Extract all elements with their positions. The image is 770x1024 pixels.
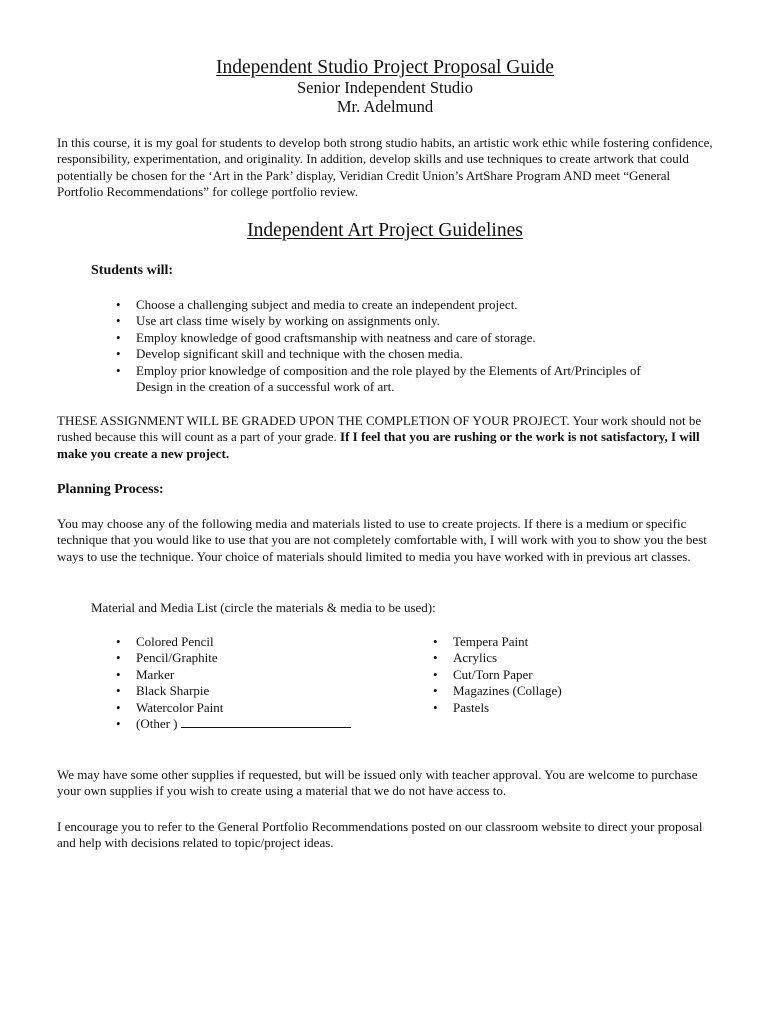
students-will-list	[116, 297, 676, 395]
course-name: Senior Independent Studio	[297, 78, 473, 97]
bullet-icon: •	[116, 650, 121, 666]
bullet-icon: •	[116, 297, 121, 312]
material-item-text: Magazines (Collage)	[453, 683, 562, 699]
supplies-paragraph: We may have some other supplies if requested, but will be issued only with teacher approval. You are welcome to purchase your own supplies if you wish to create using a material that we do not have access to.	[57, 767, 698, 799]
closing-paragraph: I encourage you to refer to the General Portfolio Recommendations posted on our classroom website to direct your proposal and help with decisions related to topic/project ideas.	[57, 819, 703, 851]
other-material-blank-field[interactable]	[181, 716, 351, 728]
bullet-icon: •	[116, 716, 121, 732]
bullet-icon: •	[116, 313, 121, 329]
material-item-text: Pastels	[453, 699, 490, 715]
grading-warning: If I feel that you are rushing or the work is not satisfactory, I will make you create a new project.	[57, 429, 700, 461]
section-title: Independent Art Project Guidelines	[247, 220, 523, 241]
bullet-icon: •	[116, 346, 121, 362]
students-will-item	[116, 330, 676, 346]
material-item-text: Colored Pencil	[136, 634, 214, 649]
bullet-icon: •	[433, 683, 438, 699]
material-item-text: Acrylics	[453, 650, 498, 666]
material-item	[433, 700, 683, 716]
students-will-item	[116, 313, 676, 329]
material-item	[116, 634, 406, 650]
materials-left-column	[116, 634, 406, 732]
material-item	[116, 650, 406, 666]
grading-paragraph	[57, 413, 717, 462]
material-item-text: Pencil/Graphite	[136, 650, 218, 666]
students-will-item	[116, 297, 676, 313]
material-item-text: Cut/Torn Paper	[453, 666, 533, 682]
students-will-heading: Students will:	[91, 263, 174, 278]
material-item-text: Tempera Paint	[453, 634, 529, 649]
material-item-text: (Other )	[136, 716, 178, 732]
teacher-name: Mr. Adelmund	[336, 97, 434, 116]
bullet-icon: •	[433, 650, 438, 666]
material-item-text: Watercolor Paint	[136, 699, 224, 715]
material-item-text: Black Sharpie	[136, 683, 210, 699]
material-item	[116, 683, 406, 699]
bullet-icon: •	[116, 362, 121, 378]
material-item	[116, 700, 406, 716]
material-item	[433, 634, 683, 650]
bullet-icon: •	[116, 699, 121, 715]
material-item-text: Marker	[136, 666, 175, 682]
students-will-item-text: Develop significant skill and technique with the chosen media.	[136, 346, 463, 362]
material-list-label: Material and Media List (circle the materials & media to be used):	[91, 600, 436, 615]
bullet-icon: •	[116, 683, 121, 699]
materials-right-column	[433, 634, 683, 716]
students-will-item-text: Use art class time wisely by working on assignments only.	[136, 313, 440, 329]
students-will-item	[116, 346, 676, 362]
grading-text: THESE ASSIGNMENT WILL BE GRADED UPON THE COMPLETION OF YOUR PROJECT. Your work should not be rushed because this will count as a part of your grade.	[57, 413, 702, 445]
bullet-icon: •	[116, 329, 121, 345]
students-will-item-text: Employ prior knowledge of composition and the role played by the Elements of Art/Principles of Design in the creation of a successful work of art.	[136, 362, 641, 395]
planning-paragraph: You may choose any of the following media and materials listed to use to create projects. If there is a medium or specific technique that you would like to use that you are not completely comfortable with, I will work with you to show you the best ways to use the technique. Your choice of materials should limited to media you have worked with in previous art classes.	[57, 516, 707, 564]
students-will-item-text: Employ knowledge of good craftsmanship with neatness and care of storage.	[136, 329, 536, 345]
bullet-icon: •	[116, 666, 121, 682]
material-item	[433, 650, 683, 666]
material-item	[433, 683, 683, 699]
document-title: Independent Studio Project Proposal Guide	[216, 57, 554, 78]
planning-heading: Planning Process:	[57, 482, 164, 497]
bullet-icon: •	[433, 634, 438, 649]
bullet-icon: •	[433, 699, 438, 715]
material-item	[116, 716, 406, 732]
students-will-item	[116, 363, 676, 396]
material-item	[116, 667, 406, 683]
material-item	[433, 667, 683, 683]
students-will-item-text: Choose a challenging subject and media to create an independent project.	[136, 297, 518, 312]
bullet-icon: •	[433, 666, 438, 682]
intro-paragraph: In this course, it is my goal for students to develop both strong studio habits, an artistic work ethic while fostering confidence, responsibility, experimentation, and originality. In addition, develop skills and use techniques to create artwork that could potentially be chosen for the ‘Art in the Park’ display, Veridian Credit Union’s ArtShare Program AND meet “General Portfolio Recommendations” for college portfolio review.	[57, 135, 713, 200]
bullet-icon: •	[116, 634, 121, 649]
